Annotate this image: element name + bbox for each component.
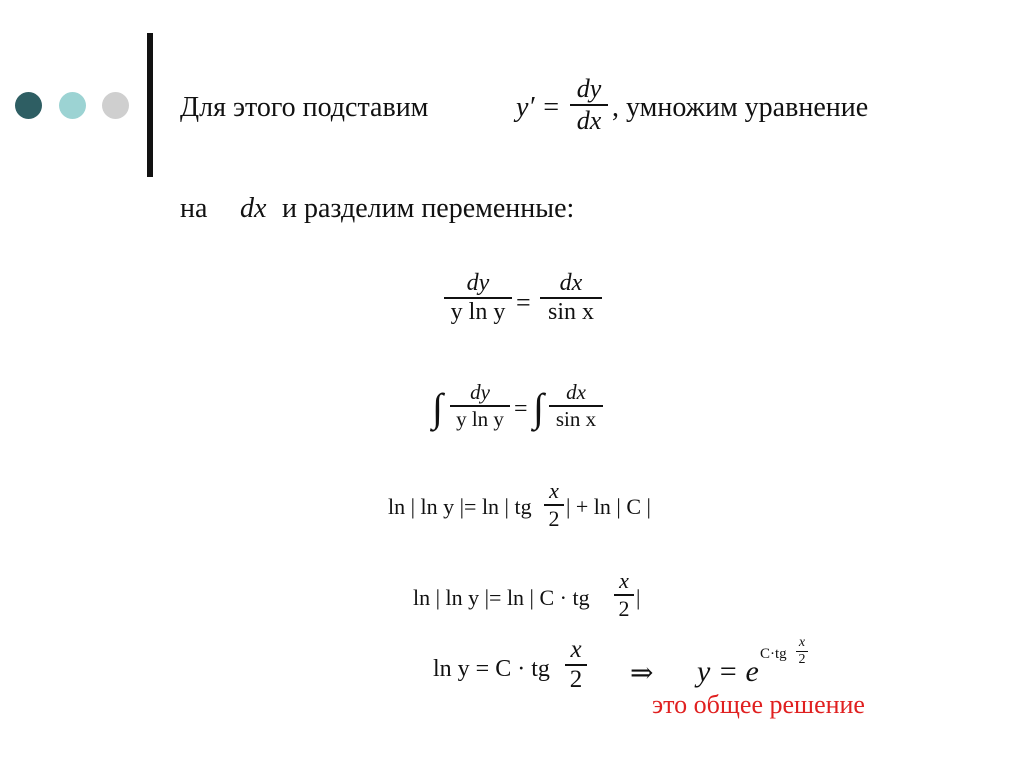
line2-prefix: на <box>180 193 208 224</box>
exp-num: x <box>798 635 806 650</box>
subst-num: dy <box>576 74 602 103</box>
subst-lhs: y′ = <box>516 92 561 123</box>
int-right-num: dx <box>566 380 586 404</box>
sep-right-num: dx <box>559 270 583 296</box>
sep-left-den: y ln y <box>450 298 506 325</box>
log3-den: 2 <box>569 665 583 693</box>
exp-den: 2 <box>798 652 806 667</box>
log1-den: 2 <box>548 505 560 531</box>
implies-arrow: ⇒ <box>630 658 654 689</box>
general-solution-note: это общее решение <box>652 690 865 719</box>
log3-fraction <box>565 636 587 694</box>
log3-lhs: ln y = C · tg <box>433 656 550 682</box>
int-left-fraction <box>450 380 510 432</box>
subst-den: dx <box>576 105 602 135</box>
log2-den: 2 <box>618 595 630 621</box>
log3-result: y = e <box>697 655 759 688</box>
log2-fraction <box>614 568 634 622</box>
subst-fraction <box>570 74 608 136</box>
bullet-dark-dot <box>15 92 42 119</box>
line1-prefix: Для этого подставим <box>180 92 429 123</box>
log1-num: x <box>549 478 559 503</box>
int-right-den: sin x <box>555 406 597 431</box>
log2-num: x <box>619 568 629 593</box>
int-left-num: dy <box>470 380 490 404</box>
title-divider-bar <box>147 33 153 177</box>
log1-fraction <box>544 478 564 532</box>
int-left-den: y ln y <box>456 406 504 431</box>
sep-left-fraction <box>444 270 512 326</box>
integral-sign-right: ∫ <box>533 385 544 430</box>
sep-right-fraction <box>540 270 602 326</box>
sep-right-den: sin x <box>547 298 594 325</box>
integral-sign-left: ∫ <box>432 385 443 430</box>
log1-rhs: | + ln | C | <box>566 494 651 519</box>
line1-suffix: , умножим уравнение <box>612 92 869 123</box>
log2-rhs: | <box>636 585 641 610</box>
sep-left-num: dy <box>466 270 490 296</box>
line2-var: dx <box>240 193 267 224</box>
exp-fraction <box>796 635 808 668</box>
log3-num: x <box>570 636 582 663</box>
bullet-gray-dot <box>102 92 129 119</box>
int-right-fraction <box>549 380 603 432</box>
sep-equals: = <box>516 288 531 317</box>
exp-text: C·tg <box>760 646 787 662</box>
bullet-teal-dot <box>59 92 86 119</box>
log2-lhs: ln | ln y |= ln | C · tg <box>413 585 590 610</box>
log1-lhs: ln | ln y |= ln | tg <box>388 494 532 519</box>
int-equals: = <box>514 396 528 422</box>
line2-suffix: и разделим переменные: <box>282 193 575 224</box>
